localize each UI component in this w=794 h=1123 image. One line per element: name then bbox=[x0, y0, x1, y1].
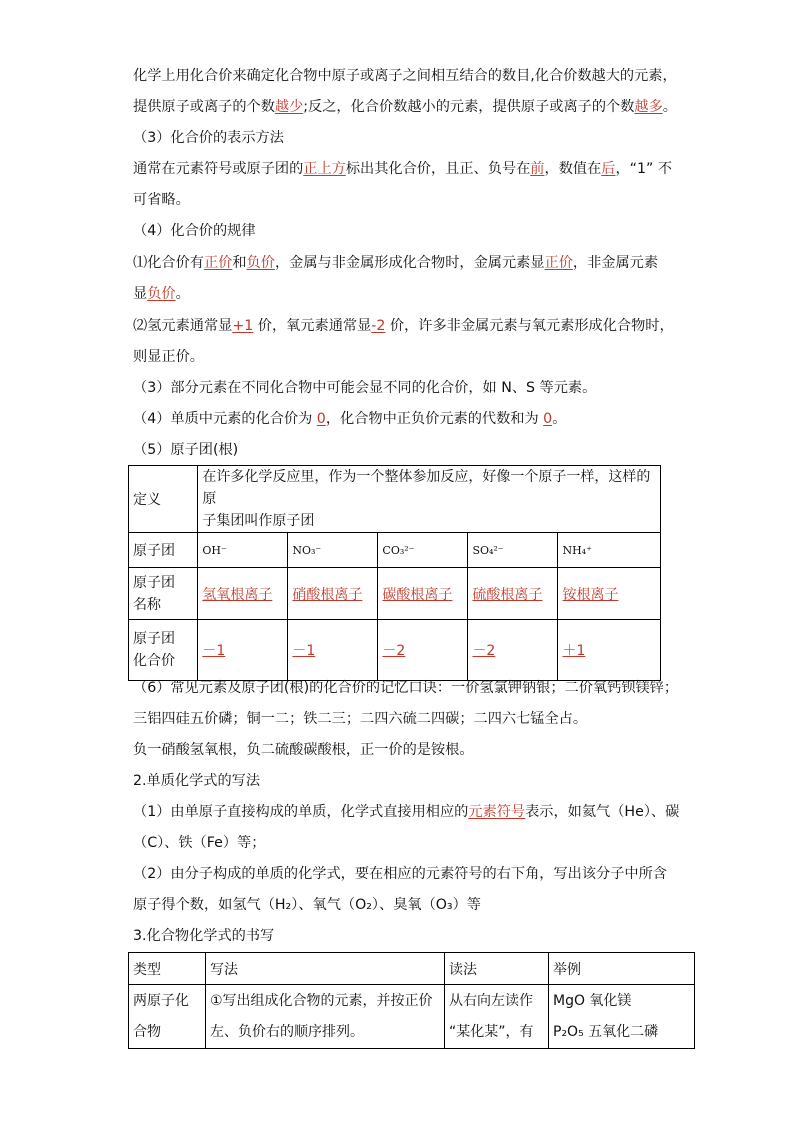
table-cell: 碳酸根离子 bbox=[378, 568, 468, 620]
table-cell: ＋1 bbox=[558, 620, 661, 681]
compound-formula-table bbox=[128, 952, 695, 1049]
table-cell: 从右向左读作 “某化某”，有 bbox=[445, 985, 549, 1049]
table-cell: 原子团 化合价 bbox=[129, 620, 198, 681]
table-cell: 原子团 名称 bbox=[129, 568, 198, 620]
answer-blank: 越少 bbox=[274, 99, 304, 115]
table-cell: 硫酸根离子 bbox=[468, 568, 558, 620]
section-heading: （5）原子团(根) bbox=[133, 442, 239, 458]
table-cell: 两原子化 合物 bbox=[129, 985, 206, 1049]
table-header: 读法 bbox=[445, 953, 549, 985]
answer-blank: 负价 bbox=[246, 255, 275, 271]
table-cell: －2 bbox=[378, 620, 468, 681]
table-cell: 氢氧根离子 bbox=[198, 568, 288, 620]
answer-blank: 越多 bbox=[634, 99, 663, 115]
table-cell: －1 bbox=[198, 620, 288, 681]
section-heading: （4）化合价的规律 bbox=[133, 223, 256, 239]
table-row bbox=[129, 985, 695, 1049]
paragraph-line: 负一硝酸氢氧根，负二硫酸碳酸根，正一价的是铵根。 bbox=[133, 742, 474, 758]
paragraph-line: （6）常见元素及原子团(根)的化合价的记忆口诀：一价氢氯钾钠银；二价氧钙钡镁锌； bbox=[133, 680, 679, 696]
table-cell: ①写出组成化合物的元素，并按正价 左、负价右的顺序排列。 bbox=[206, 985, 445, 1049]
paragraph-line: （C）、铁（Fe）等； bbox=[133, 835, 266, 851]
paragraph-line: 显负价。 bbox=[133, 286, 190, 302]
answer-blank: 0 bbox=[543, 411, 553, 427]
table-cell: 硝酸根离子 bbox=[288, 568, 378, 620]
table-cell: 在许多化学反应里，作为一个整体参加反应，好像一个原子一样，这样的原 子集团叫作原子团 bbox=[198, 466, 661, 533]
paragraph-line: （1）由单原子直接构成的单质，化学式直接用相应的元素符号表示，如氦气（He）、碳 bbox=[133, 804, 680, 820]
table-cell: NO₃⁻ bbox=[288, 533, 378, 568]
table-row bbox=[129, 533, 661, 568]
answer-blank: 正价 bbox=[203, 255, 233, 271]
radical-table bbox=[128, 465, 661, 681]
table-cell: －1 bbox=[288, 620, 378, 681]
table-row bbox=[129, 466, 661, 533]
table-cell: 原子团 bbox=[129, 533, 198, 568]
table-cell: CO₃²⁻ bbox=[378, 533, 468, 568]
answer-blank: 负价 bbox=[147, 286, 176, 302]
answer-blank: 0 bbox=[316, 411, 326, 427]
paragraph-line: （2）由分子构成的单质的化学式，要在相应的元素符号的右下角，写出该分子中所含 bbox=[133, 866, 667, 882]
paragraph-line: ⑴化合价有正价和负价，金属与非金属形成化合物时，金属元素显正价，非金属元素 bbox=[133, 255, 659, 271]
paragraph-line: 化学上用化合价来确定化合物中原子或离子之间相互结合的数目,化合价数越大的元素， bbox=[133, 68, 677, 84]
table-cell: OH⁻ bbox=[198, 533, 288, 568]
paragraph-line: （3）部分元素在不同化合物中可能会显不同的化合价，如 N、S 等元素。 bbox=[133, 380, 597, 396]
answer-blank: 前 bbox=[530, 161, 545, 177]
answer-blank: +1 bbox=[232, 318, 254, 334]
table-cell: SO₄²⁻ bbox=[468, 533, 558, 568]
answer-blank: -2 bbox=[371, 318, 386, 334]
paragraph-line: 可省略。 bbox=[133, 192, 190, 208]
paragraph-line: 提供原子或离子的个数越少;反之，化合价数越小的元素，提供原子或离子的个数越多。 bbox=[133, 99, 677, 115]
answer-blank: 后 bbox=[601, 161, 616, 177]
paragraph-line: 则显正价。 bbox=[133, 349, 204, 365]
table-row bbox=[129, 568, 661, 620]
paragraph-line: 原子得个数，如氢气（H₂）、氧气（O₂）、臭氧（O₃）等 bbox=[133, 897, 481, 913]
section-heading: 3.化合物化学式的书写 bbox=[133, 928, 275, 944]
table-row bbox=[129, 620, 661, 681]
section-heading: （3）化合价的表示方法 bbox=[133, 130, 284, 146]
table-cell: 铵根离子 bbox=[558, 568, 661, 620]
paragraph-line: （4）单质中元素的化合价为 0，化合物中正负价元素的代数和为 0。 bbox=[133, 411, 567, 427]
answer-blank: 正价 bbox=[544, 255, 573, 271]
table-cell: MgO 氧化镁 P₂O₅ 五氧化二磷 bbox=[549, 985, 695, 1049]
table-header: 举例 bbox=[549, 953, 695, 985]
paragraph-line: ⑵氢元素通常显+1 价，氧元素通常显-2 价，许多非金属元素与氧元素形成化合物时， bbox=[133, 318, 674, 334]
table-cell: 定义 bbox=[129, 466, 198, 533]
answer-blank: 正上方 bbox=[303, 161, 346, 177]
table-row bbox=[129, 953, 695, 985]
table-header: 写法 bbox=[206, 953, 445, 985]
table-cell: NH₄⁺ bbox=[558, 533, 661, 568]
paragraph-line: 三铝四硅五价磷；铜一二；铁二三；二四六硫二四碳；二四六七锰全占。 bbox=[133, 711, 588, 727]
answer-blank: 元素符号 bbox=[468, 804, 526, 820]
table-header: 类型 bbox=[129, 953, 206, 985]
table-cell: －2 bbox=[468, 620, 558, 681]
section-heading: 2.单质化学式的写法 bbox=[133, 773, 261, 789]
paragraph-line: 通常在元素符号或原子团的正上方标出其化合价，且正、负号在前，数值在后，“1” 不 bbox=[133, 161, 673, 177]
